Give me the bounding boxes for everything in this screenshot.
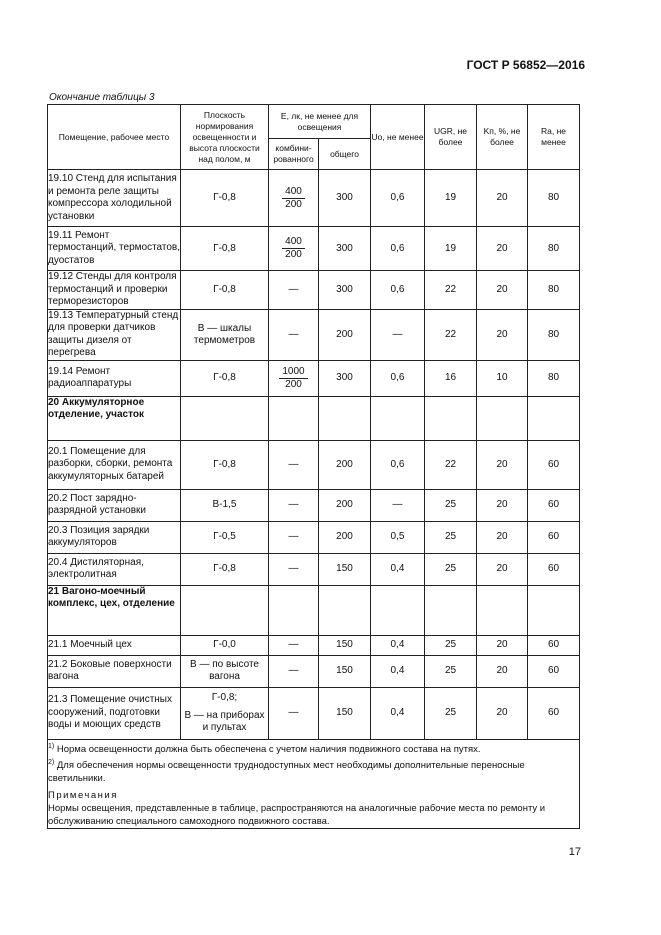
cell-ugr: 22 — [425, 309, 477, 360]
empty-cell — [528, 396, 580, 440]
cell-place: 21.1 Моечный цех — [48, 635, 181, 655]
col-header-place: Помещение, рабочее место — [48, 105, 181, 170]
cell-ugr: 19 — [425, 170, 477, 227]
cell-e-general: 200 — [319, 440, 371, 489]
cell-e-combined — [269, 360, 319, 396]
footnote-2: $^{2)}$ Для обеспечения нормы освещенности труднодоступных мест необходимы дополнительные переносные светильники. — [48, 758, 525, 784]
cell-ra: 60 — [528, 635, 580, 655]
fraction-denominator: 200 — [285, 198, 302, 210]
cell-ugr: 19 — [425, 227, 477, 271]
cell-place: 19.11 Ремонт термостанций, термостатов, дуостатов — [48, 227, 181, 271]
cell-kp: 20 — [477, 553, 528, 585]
cell-place: 20.3 Позиция зарядки аккумуляторов — [48, 521, 181, 553]
fraction-denominator: 200 — [285, 378, 302, 390]
cell-e-combined: — — [269, 687, 319, 739]
empty-cell — [477, 396, 528, 440]
cell-e-general: 300 — [319, 271, 371, 310]
cell-e-combined — [269, 170, 319, 227]
cell-e-combined — [269, 227, 319, 271]
cell-plane: Г-0,0 — [181, 635, 269, 655]
col-header-plane: Плоскость нормирования освещенности и высота плоскости над полом, м — [181, 105, 269, 170]
norms-table — [47, 104, 580, 829]
cell-ugr: 25 — [425, 655, 477, 687]
fraction-numerator: 400 — [282, 186, 305, 199]
section-row — [48, 396, 580, 440]
cell-e-combined: — — [269, 489, 319, 521]
combined-fraction — [282, 186, 305, 211]
cell-e-general: 300 — [319, 170, 371, 227]
cell-kp: 20 — [477, 489, 528, 521]
cell-ugr: 25 — [425, 687, 477, 739]
cell-plane: Г-0,8 — [181, 440, 269, 489]
col-header-uo: Uo, не менее — [371, 105, 425, 170]
empty-cell — [477, 585, 528, 635]
cell-uo: 0,5 — [371, 521, 425, 553]
cell-place: 19.13 Температурный стенд для проверки датчиков защиты дизеля от перегрева — [48, 309, 181, 360]
cell-kp: 20 — [477, 170, 528, 227]
page-number: 17 — [568, 846, 581, 858]
cell-uo: 0,6 — [371, 227, 425, 271]
cell-kp: 20 — [477, 309, 528, 360]
col-header-e: E, лк, не менее для освещения — [269, 105, 371, 139]
cell-plane: В — по высоте вагона — [181, 655, 269, 687]
section-row — [48, 585, 580, 635]
cell-uo: 0,6 — [371, 440, 425, 489]
table-row — [48, 553, 580, 585]
cell-uo: 0,6 — [371, 360, 425, 396]
standard-header: ГОСТ Р 56852—2016 — [466, 58, 585, 72]
empty-cell — [528, 585, 580, 635]
table-caption: Окончание таблицы 3 — [49, 92, 155, 103]
table-row — [48, 271, 580, 310]
table-notes — [48, 739, 580, 828]
col-header-e-general: общего — [319, 139, 371, 170]
cell-place: 19.10 Стенд для испытания и ремонта реле защиты компрессора холодильной установки — [48, 170, 181, 227]
cell-kp: 20 — [477, 271, 528, 310]
cell-e-general: 200 — [319, 489, 371, 521]
cell-e-general: 150 — [319, 655, 371, 687]
cell-place: 21.3 Помещение очистных сооружений, подготовки воды и моющих средств — [48, 687, 181, 739]
cell-ra: 60 — [528, 655, 580, 687]
cell-ra: 60 — [528, 489, 580, 521]
col-header-ugr: UGR, не более — [425, 105, 477, 170]
cell-e-combined: — — [269, 553, 319, 585]
combined-fraction — [282, 236, 305, 261]
cell-e-general: 200 — [319, 521, 371, 553]
cell-e-combined: — — [269, 271, 319, 310]
table-row — [48, 440, 580, 489]
cell-kp: 20 — [477, 687, 528, 739]
col-header-kp: Kп, %, не более — [477, 105, 528, 170]
table-row — [48, 227, 580, 271]
section-title: 21 Вагоно-моечный комплекс, цех, отделение — [48, 585, 181, 635]
cell-ra: 80 — [528, 360, 580, 396]
table-row — [48, 655, 580, 687]
cell-ra: 80 — [528, 271, 580, 310]
cell-plane: Г-0,8 — [181, 271, 269, 310]
cell-ra: 60 — [528, 687, 580, 739]
cell-ra: 80 — [528, 227, 580, 271]
fraction-numerator: 400 — [282, 236, 305, 249]
table-row — [48, 521, 580, 553]
cell-uo: — — [371, 489, 425, 521]
cell-e-general: 300 — [319, 227, 371, 271]
cell-ugr: 25 — [425, 521, 477, 553]
fraction-numerator: 1000 — [279, 366, 307, 379]
cell-uo: 0,4 — [371, 655, 425, 687]
table-row — [48, 635, 580, 655]
cell-kp: 20 — [477, 227, 528, 271]
cell-e-combined: — — [269, 635, 319, 655]
cell-ugr: 22 — [425, 271, 477, 310]
cell-plane-line1: Г-0,8; — [211, 692, 238, 703]
cell-uo: 0,6 — [371, 271, 425, 310]
cell-place: 20.1 Помещение для разборки, сборки, ремонта аккумуляторных батарей — [48, 440, 181, 489]
cell-e-general: 200 — [319, 309, 371, 360]
cell-e-combined: — — [269, 309, 319, 360]
cell-plane: Г-0,5 — [181, 521, 269, 553]
cell-kp: 10 — [477, 360, 528, 396]
cell-ra: 80 — [528, 170, 580, 227]
notes-title: Примечания — [48, 789, 118, 801]
cell-ra: 80 — [528, 309, 580, 360]
cell-plane — [181, 687, 269, 739]
footnote-1: $^{1)}$ Норма освещенности должна быть обеспечена с учетом наличия подвижного состава на путях. — [48, 742, 481, 755]
empty-cell — [425, 396, 477, 440]
empty-cell — [181, 585, 269, 635]
empty-cell — [425, 585, 477, 635]
cell-kp: 20 — [477, 635, 528, 655]
cell-place: 20.2 Пост зарядно-разрядной установки — [48, 489, 181, 521]
empty-cell — [319, 585, 371, 635]
table-row — [48, 687, 580, 739]
cell-e-combined: — — [269, 655, 319, 687]
empty-cell — [269, 396, 319, 440]
cell-place: 19.14 Ремонт радиоаппаратуры — [48, 360, 181, 396]
cell-plane: В-1,5 — [181, 489, 269, 521]
cell-kp: 20 — [477, 655, 528, 687]
cell-place: 21.2 Боковые поверхности вагона — [48, 655, 181, 687]
cell-ugr: 16 — [425, 360, 477, 396]
cell-plane: Г-0,8 — [181, 553, 269, 585]
col-header-ra: Ra, не менее — [528, 105, 580, 170]
cell-kp: 20 — [477, 521, 528, 553]
cell-plane: Г-0,8 — [181, 170, 269, 227]
table-row — [48, 170, 580, 227]
cell-ugr: 22 — [425, 440, 477, 489]
cell-plane: Г-0,8 — [181, 360, 269, 396]
table-row — [48, 489, 580, 521]
cell-place: 19.12 Стенды для контроля термостанций и проверки терморезисторов — [48, 271, 181, 310]
cell-ra: 60 — [528, 440, 580, 489]
table-row — [48, 309, 580, 360]
notes-text: Нормы освещения, представленные в таблице, распространяются на аналогичные рабочие места по ремонту и обслуживанию специального самоходного подвижного состава. — [48, 802, 546, 827]
empty-cell — [269, 585, 319, 635]
cell-plane-line2: В — на приборах и пультах — [184, 710, 265, 733]
cell-plane: Г-0,8 — [181, 227, 269, 271]
col-header-e-combined: комбини-рованного — [269, 139, 319, 170]
combined-fraction — [279, 366, 307, 391]
cell-kp: 20 — [477, 440, 528, 489]
empty-cell — [371, 585, 425, 635]
empty-cell — [181, 396, 269, 440]
cell-uo: 0,4 — [371, 635, 425, 655]
cell-place: 20.4 Дистиляторная, электролитная — [48, 553, 181, 585]
section-title: 20 Аккумуляторное отделение, участок — [48, 396, 181, 440]
fraction-denominator: 200 — [285, 249, 302, 260]
cell-ugr: 25 — [425, 489, 477, 521]
cell-ugr: 25 — [425, 635, 477, 655]
cell-ra: 60 — [528, 553, 580, 585]
cell-uo: — — [371, 309, 425, 360]
cell-e-combined: — — [269, 440, 319, 489]
cell-e-general: 300 — [319, 360, 371, 396]
table-row — [48, 360, 580, 396]
cell-ra: 60 — [528, 521, 580, 553]
cell-e-general: 150 — [319, 553, 371, 585]
empty-cell — [371, 396, 425, 440]
cell-e-general: 150 — [319, 687, 371, 739]
cell-ugr: 25 — [425, 553, 477, 585]
cell-uo: 0,6 — [371, 170, 425, 227]
cell-e-general: 150 — [319, 635, 371, 655]
cell-uo: 0,4 — [371, 553, 425, 585]
cell-plane: В — шкалы термометров — [181, 309, 269, 360]
cell-e-combined: — — [269, 521, 319, 553]
cell-uo: 0,4 — [371, 687, 425, 739]
empty-cell — [319, 396, 371, 440]
